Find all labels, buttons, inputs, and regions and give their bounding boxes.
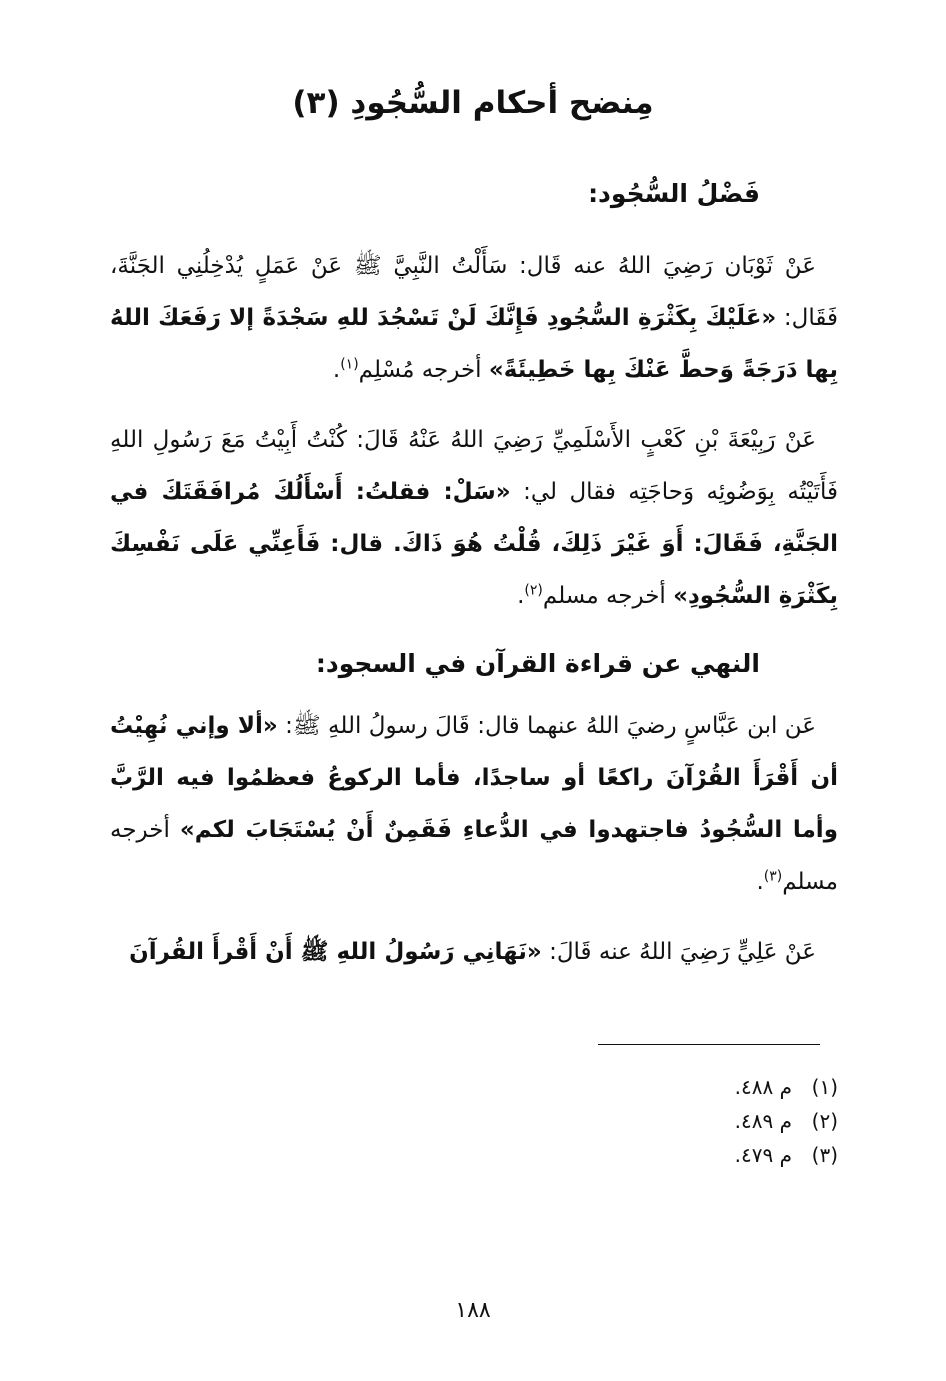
footnote-number: (٢) [811, 1109, 838, 1133]
hadith-paragraph-thawban [110, 240, 838, 396]
paragraph-end: . [756, 869, 764, 895]
paragraph-end: . [517, 583, 525, 609]
page-number: ١٨٨ [455, 1298, 491, 1323]
footnote-divider [598, 1044, 820, 1045]
hadith-narration: عَنْ عَلِيٍّ رَضِيَ اللهُ عنه قَالَ: [541, 939, 816, 965]
hadith-source: أخرجه مُسْلِم [358, 357, 489, 383]
footnote-text: م ٤٨٩. [734, 1109, 792, 1133]
section-heading-prohibition: النهي عن قراءة القرآن في السجود: [315, 649, 760, 678]
footnote-ref: (١) [340, 356, 359, 373]
hadith-paragraph-ibn-abbas [110, 700, 838, 908]
footnote-ref: (٢) [524, 582, 543, 599]
paragraph-end: . [332, 357, 341, 383]
hadith-quote: «عَلَيْكَ بِكَثْرَةِ السُّجُودِ فَإِنَّكَ لَنْ تَسْجُدَ للهِ سَجْدَةً إلا رَفَعَكَ اللهُ بِها دَرَجَةً وَحطَّ عَنْكَ بِها خَطِيئَةً» [110, 305, 838, 383]
hadith-quote: «ألا وإني نُهِيْتُ أن أَقْرَأَ القُرْآنَ راكعًا أو ساجدًا، فأما الركوعُ فعظمُوا فيه الرَّبَّ وأما السُّجُودُ فاجتهدوا في الدُّعاءِ فَقَمِنٌ أَنْ يُسْتَجَابَ لكم» [110, 713, 838, 843]
hadith-narration: عَن ابن عَبَّاسٍ رضيَ اللهُ عنهما قال: قَالَ رسولُ اللهِ ﷺ: [277, 713, 816, 739]
page-title: مِنضح أحكام السُّجُودِ (٣) [292, 85, 654, 121]
footnote-item [438, 1104, 838, 1138]
footnote-item [438, 1070, 838, 1104]
footnote-number: (٣) [811, 1143, 838, 1167]
footnote-item [438, 1138, 838, 1172]
section-heading-virtue: فَضْلُ السُّجُود: [588, 179, 760, 208]
hadith-source: أخرجه مسلم [542, 583, 674, 609]
hadith-source: أخرجه مسلم [110, 817, 838, 895]
hadith-quote: «نَهَانِي رَسُولُ اللهِ ﷺ أَنْ أَقْرأَ القُرآنَ [129, 939, 542, 965]
footnote-ref: (٣) [763, 868, 783, 885]
footnote-text: م ٤٧٩. [734, 1143, 792, 1167]
hadith-narration: عَنْ رَبِيْعَةَ بْنِ كَعْبٍ الأَسْلَمِيِّ رَضِيَ اللهُ عَنْهُ قَالَ: كُنْتُ أَبِيْتُ مَعَ رَسُولِ اللهِ فَأَتَيْتُه بِوَضُوئِه وَحاجَتِه فقال لي: [110, 427, 839, 505]
footnotes-list [438, 1070, 838, 1172]
footnote-text: م ٤٨٨. [734, 1075, 792, 1099]
hadith-paragraph-rabia [110, 414, 838, 622]
hadith-paragraph-ali [110, 926, 838, 978]
footnote-number: (١) [811, 1075, 838, 1099]
hadith-narration: عَنْ ثَوْبَان رَضِيَ اللهُ عنه قَال: سَأَلْتُ النَّبِيَّ ﷺ عَنْ عَمَلٍ يُدْخِلُنِي الجَنَّةَ، فَقَال: [110, 253, 838, 331]
hadith-quote: «سَلْ: فقلتُ: أَسْأَلُكَ مُرافَقَتَكَ في الجَنَّةِ، فَقَالَ: أَوَ غَيْرَ ذَلِكَ، قُلْتُ هُوَ ذَاكَ. قال: فَأَعِنِّي عَلَى نَفْسِكَ بِكَثْرَةِ السُّجُودِ» [110, 479, 838, 609]
